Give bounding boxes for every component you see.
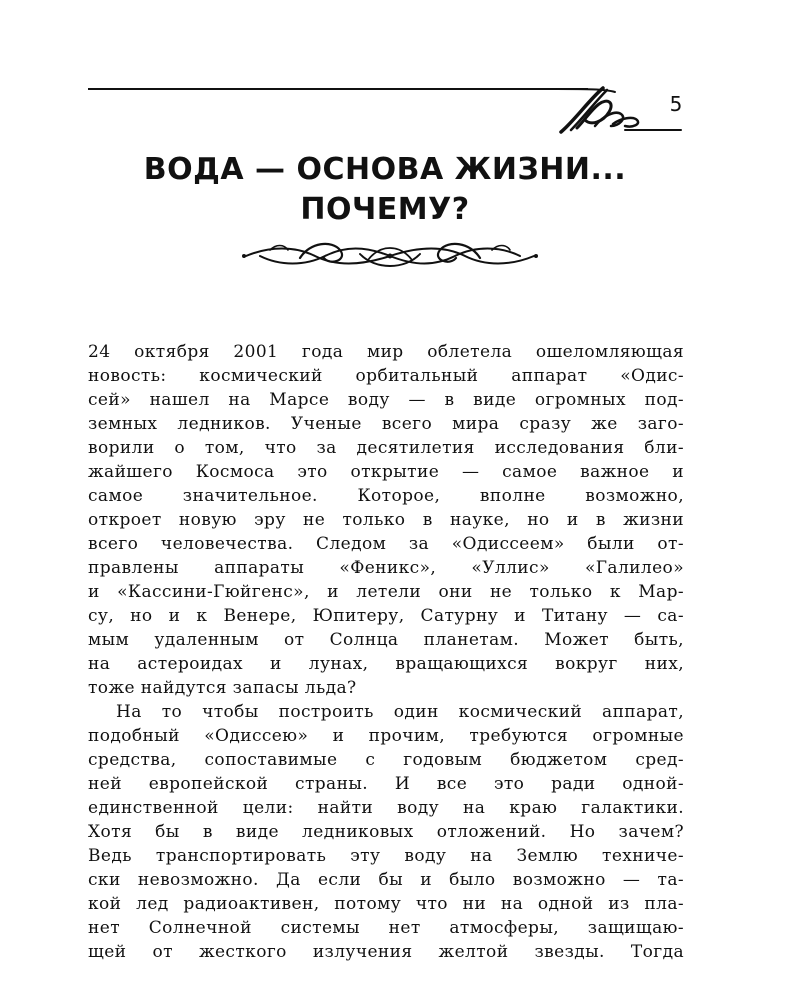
header-rule <box>88 88 588 90</box>
text-line: единственной цели: найти воду на краю галактики. <box>88 798 684 818</box>
body-text <box>88 340 684 964</box>
text-line: новость: космический орбитальный аппарат «Одис- <box>88 366 684 386</box>
text-line: ски невозможно. Да если бы и было возможно — та- <box>88 870 684 890</box>
text-line: тоже найдутся запасы льда? <box>88 678 357 698</box>
text-line: Хотя бы в виде ледниковых отложений. Но зачем? <box>88 822 684 842</box>
title-ornament-divider <box>240 236 540 276</box>
text-line: мым удаленным от Солнца планетам. Может быть, <box>88 630 684 650</box>
text-line: ворили о том, что за десятилетия исследования бли- <box>88 438 684 458</box>
chapter-title-line-2: ПОЧЕМУ? <box>300 192 470 227</box>
page-number: 5 <box>669 92 683 116</box>
text-line: откроет новую эру не только в науке, но и в жизни <box>88 510 684 530</box>
text-line: су, но и к Венере, Юпитеру, Сатурну и Титану — са- <box>88 606 684 626</box>
text-line: На то чтобы построить один космический аппарат, <box>116 702 684 722</box>
text-line: земных ледников. Ученые всего мира сразу же заго- <box>88 414 684 434</box>
text-line: и «Кассини-Гюйгенс», и летели они не только к Мар- <box>88 582 684 602</box>
text-line: кой лед радиоактивен, потому что ни на одной из пла- <box>88 894 684 914</box>
text-line: самое значительное. Которое, вполне возможно, <box>88 486 684 506</box>
text-line: правлены аппараты «Феникс», «Уллис» «Галилео» <box>88 558 684 578</box>
text-line: нет Солнечной системы нет атмосферы, защищаю- <box>88 918 684 938</box>
text-line: всего человечества. Следом за «Одиссеем» были от- <box>88 534 684 554</box>
text-line: подобный «Одиссею» и прочим, требуются огромные <box>88 726 684 746</box>
text-line: 24 октября 2001 года мир облетела ошеломляющая <box>88 342 684 362</box>
paragraph-2 <box>88 700 684 964</box>
text-line: Ведь транспортировать эту воду на Землю техниче- <box>88 846 684 866</box>
chapter-title-line-1: ВОДА — ОСНОВА ЖИЗНИ... <box>143 152 627 187</box>
text-line: щей от жесткого излучения желтой звезды. Тогда <box>88 942 684 962</box>
text-line: сей» нашел на Марсе воду — в виде огромных под- <box>88 390 684 410</box>
text-line: на астероидах и лунах, вращающихся вокруг них, <box>88 654 684 674</box>
text-line: жайшего Космоса это открытие — самое важное и <box>88 462 684 482</box>
text-line: средства, сопоставимые с годовым бюджетом сред- <box>88 750 684 770</box>
chapter-title <box>90 150 680 230</box>
text-line: ней европейской страны. И все это ради одной- <box>88 774 684 794</box>
paragraph-1 <box>88 340 684 700</box>
